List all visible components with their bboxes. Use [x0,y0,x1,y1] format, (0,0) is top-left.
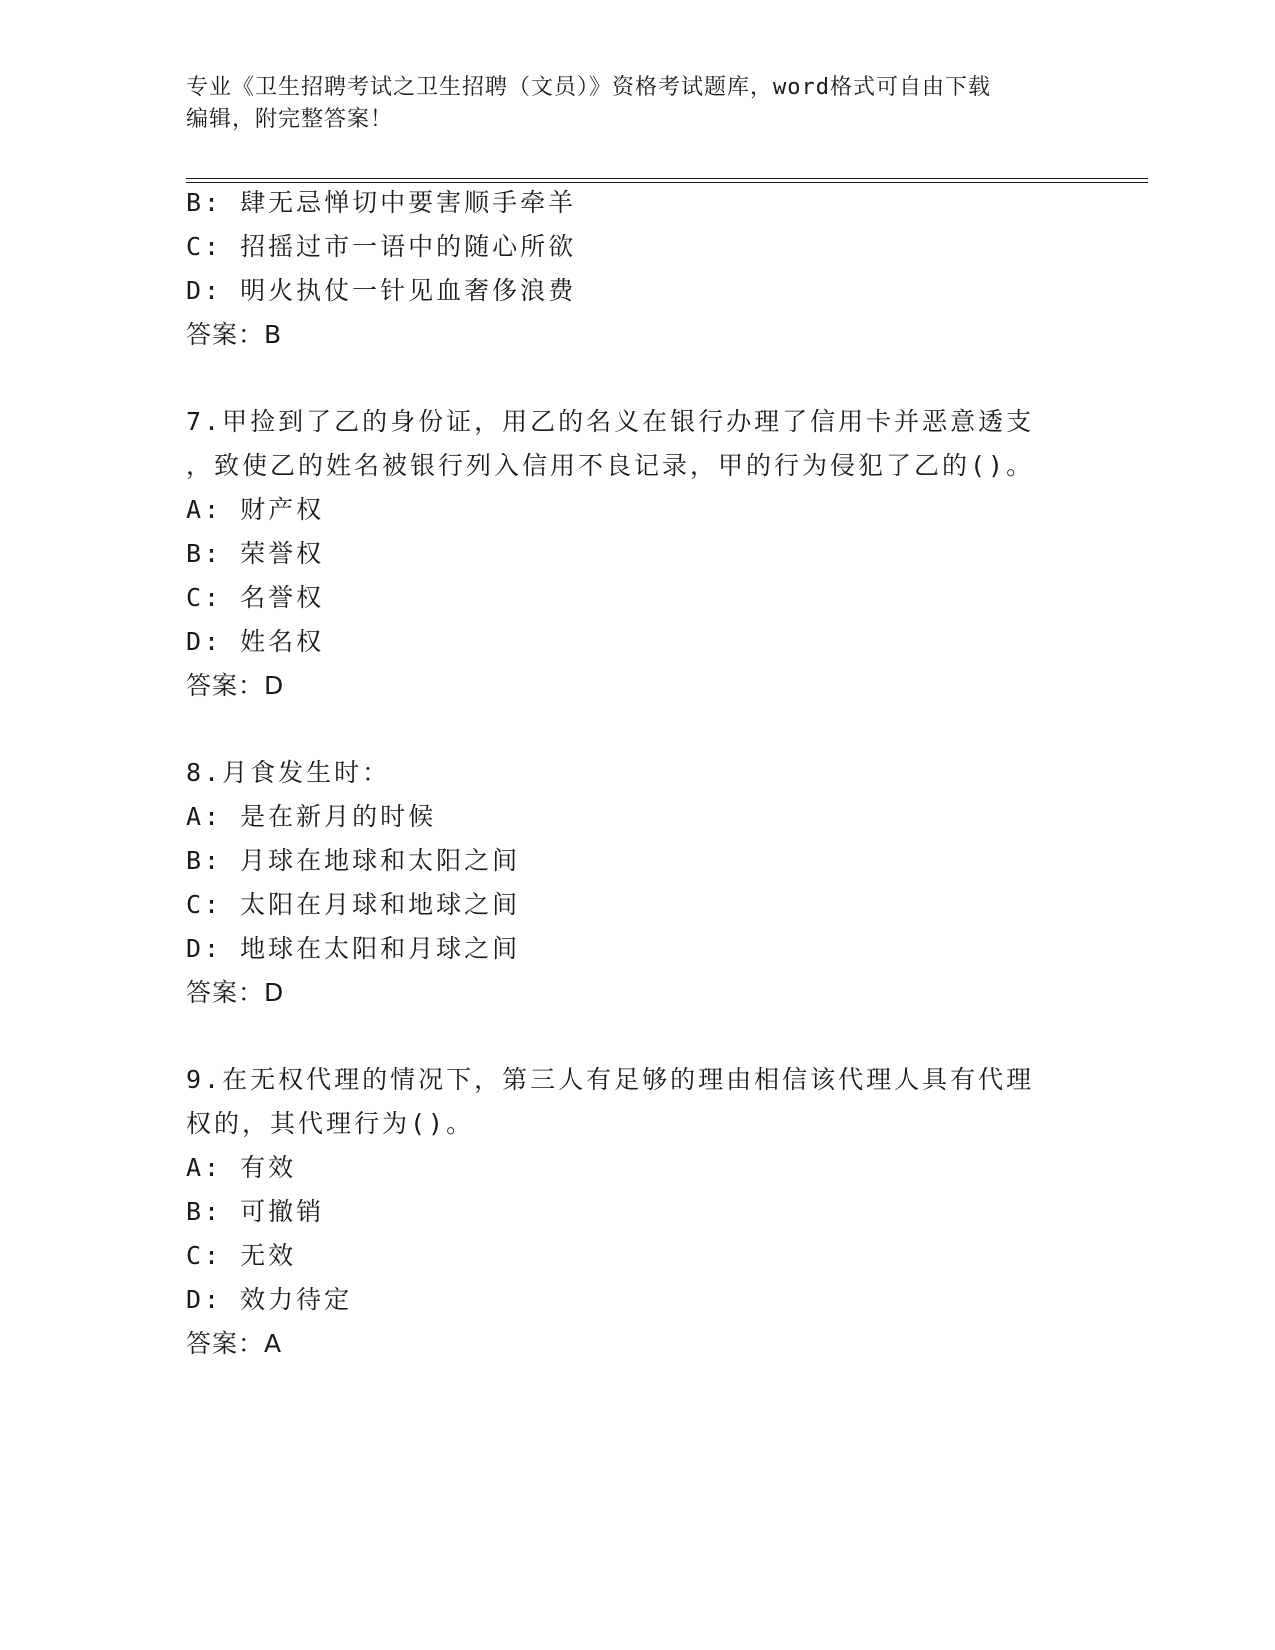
q8-option-d: D: 地球在太阳和月球之间 [186,934,521,963]
q8-answer: 答案：D [186,978,285,1007]
prev-option-d: D: 明火执仗一针见血奢侈浪费 [186,276,577,305]
q9-answer: 答案：A [186,1329,283,1358]
header-rule-top [186,178,1148,179]
prev-answer: 答案：B [186,320,283,349]
q7-answer: 答案：D [186,671,285,700]
q9-option-c: C: 无效 [186,1241,297,1270]
header-line-2: 编辑，附完整答案！ [186,107,394,132]
q7-stem-line-1: 7.甲捡到了乙的身份证，用乙的名义在银行办理了信用卡并恶意透支 [186,407,1035,436]
q9-option-d: D: 效力待定 [186,1285,353,1314]
prev-option-c: C: 招摇过市一语中的随心所欲 [186,232,577,261]
q7-option-b: B: 荣誉权 [186,539,325,568]
q8-option-b: B: 月球在地球和太阳之间 [186,846,521,875]
q7-option-d: D: 姓名权 [186,627,325,656]
q8-option-c: C: 太阳在月球和地球之间 [186,890,521,919]
q7-option-a: A: 财产权 [186,495,325,524]
q7-option-c: C: 名誉权 [186,583,325,612]
q7-stem-line-2: ，致使乙的姓名被银行列入信用不良记录，甲的行为侵犯了乙的()。 [186,451,1035,480]
prev-option-b: B: 肆无忌惮切中要害顺手牵羊 [186,188,577,217]
q9-stem-line-2: 权的，其代理行为()。 [186,1109,475,1138]
document-header [186,72,1066,136]
header-rule-bottom [186,182,1148,183]
q9-option-a: A: 有效 [186,1153,297,1182]
q9-option-b: B: 可撤销 [186,1197,325,1226]
q8-stem-line-1: 8.月食发生时： [186,758,391,787]
q8-option-a: A: 是在新月的时候 [186,802,437,831]
q9-stem-line-1: 9.在无权代理的情况下，第三人有足够的理由相信该代理人具有代理 [186,1065,1035,1094]
header-line-1: 专业《卫生招聘考试之卫生招聘（文员）》资格考试题库，word格式可自由下载 [186,75,991,100]
